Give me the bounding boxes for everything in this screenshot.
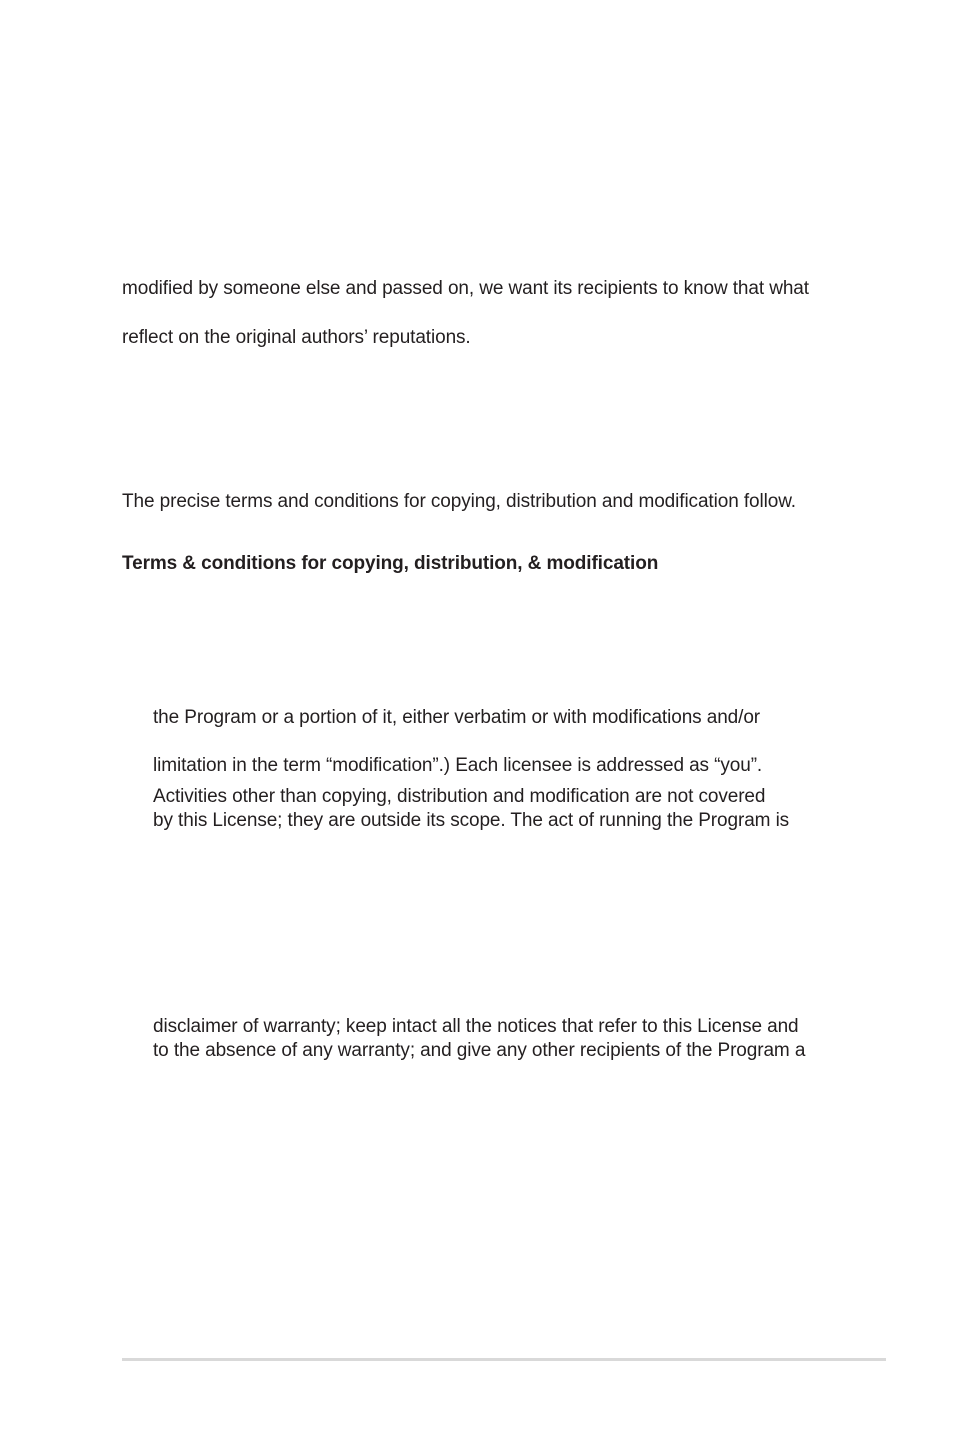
clause-text-line: the Program or a portion of it, either verbatim or with modifications and/or [153,707,761,728]
footer-divider [122,1358,886,1361]
section-heading: Terms & conditions for copying, distribution, & modification [122,553,659,574]
intro-text-line: reflect on the original authors’ reputations. [122,327,471,348]
clause-text-line: Activities other than copying, distribution and modification are not covered [153,786,766,807]
clause-text-line: to the absence of any warranty; and give any other recipients of the Program a [153,1040,806,1061]
clause-text-line: disclaimer of warranty; keep intact all the notices that refer to this License and [153,1016,799,1037]
intro-text-line: modified by someone else and passed on, we want its recipients to know that what [122,278,809,299]
clause-text-line: by this License; they are outside its scope. The act of running the Program is [153,810,790,831]
clause-text-line: limitation in the term “modification”.) Each licensee is addressed as “you”. [153,755,763,776]
intro-text-line: The precise terms and conditions for copying, distribution and modification follow. [122,491,796,512]
